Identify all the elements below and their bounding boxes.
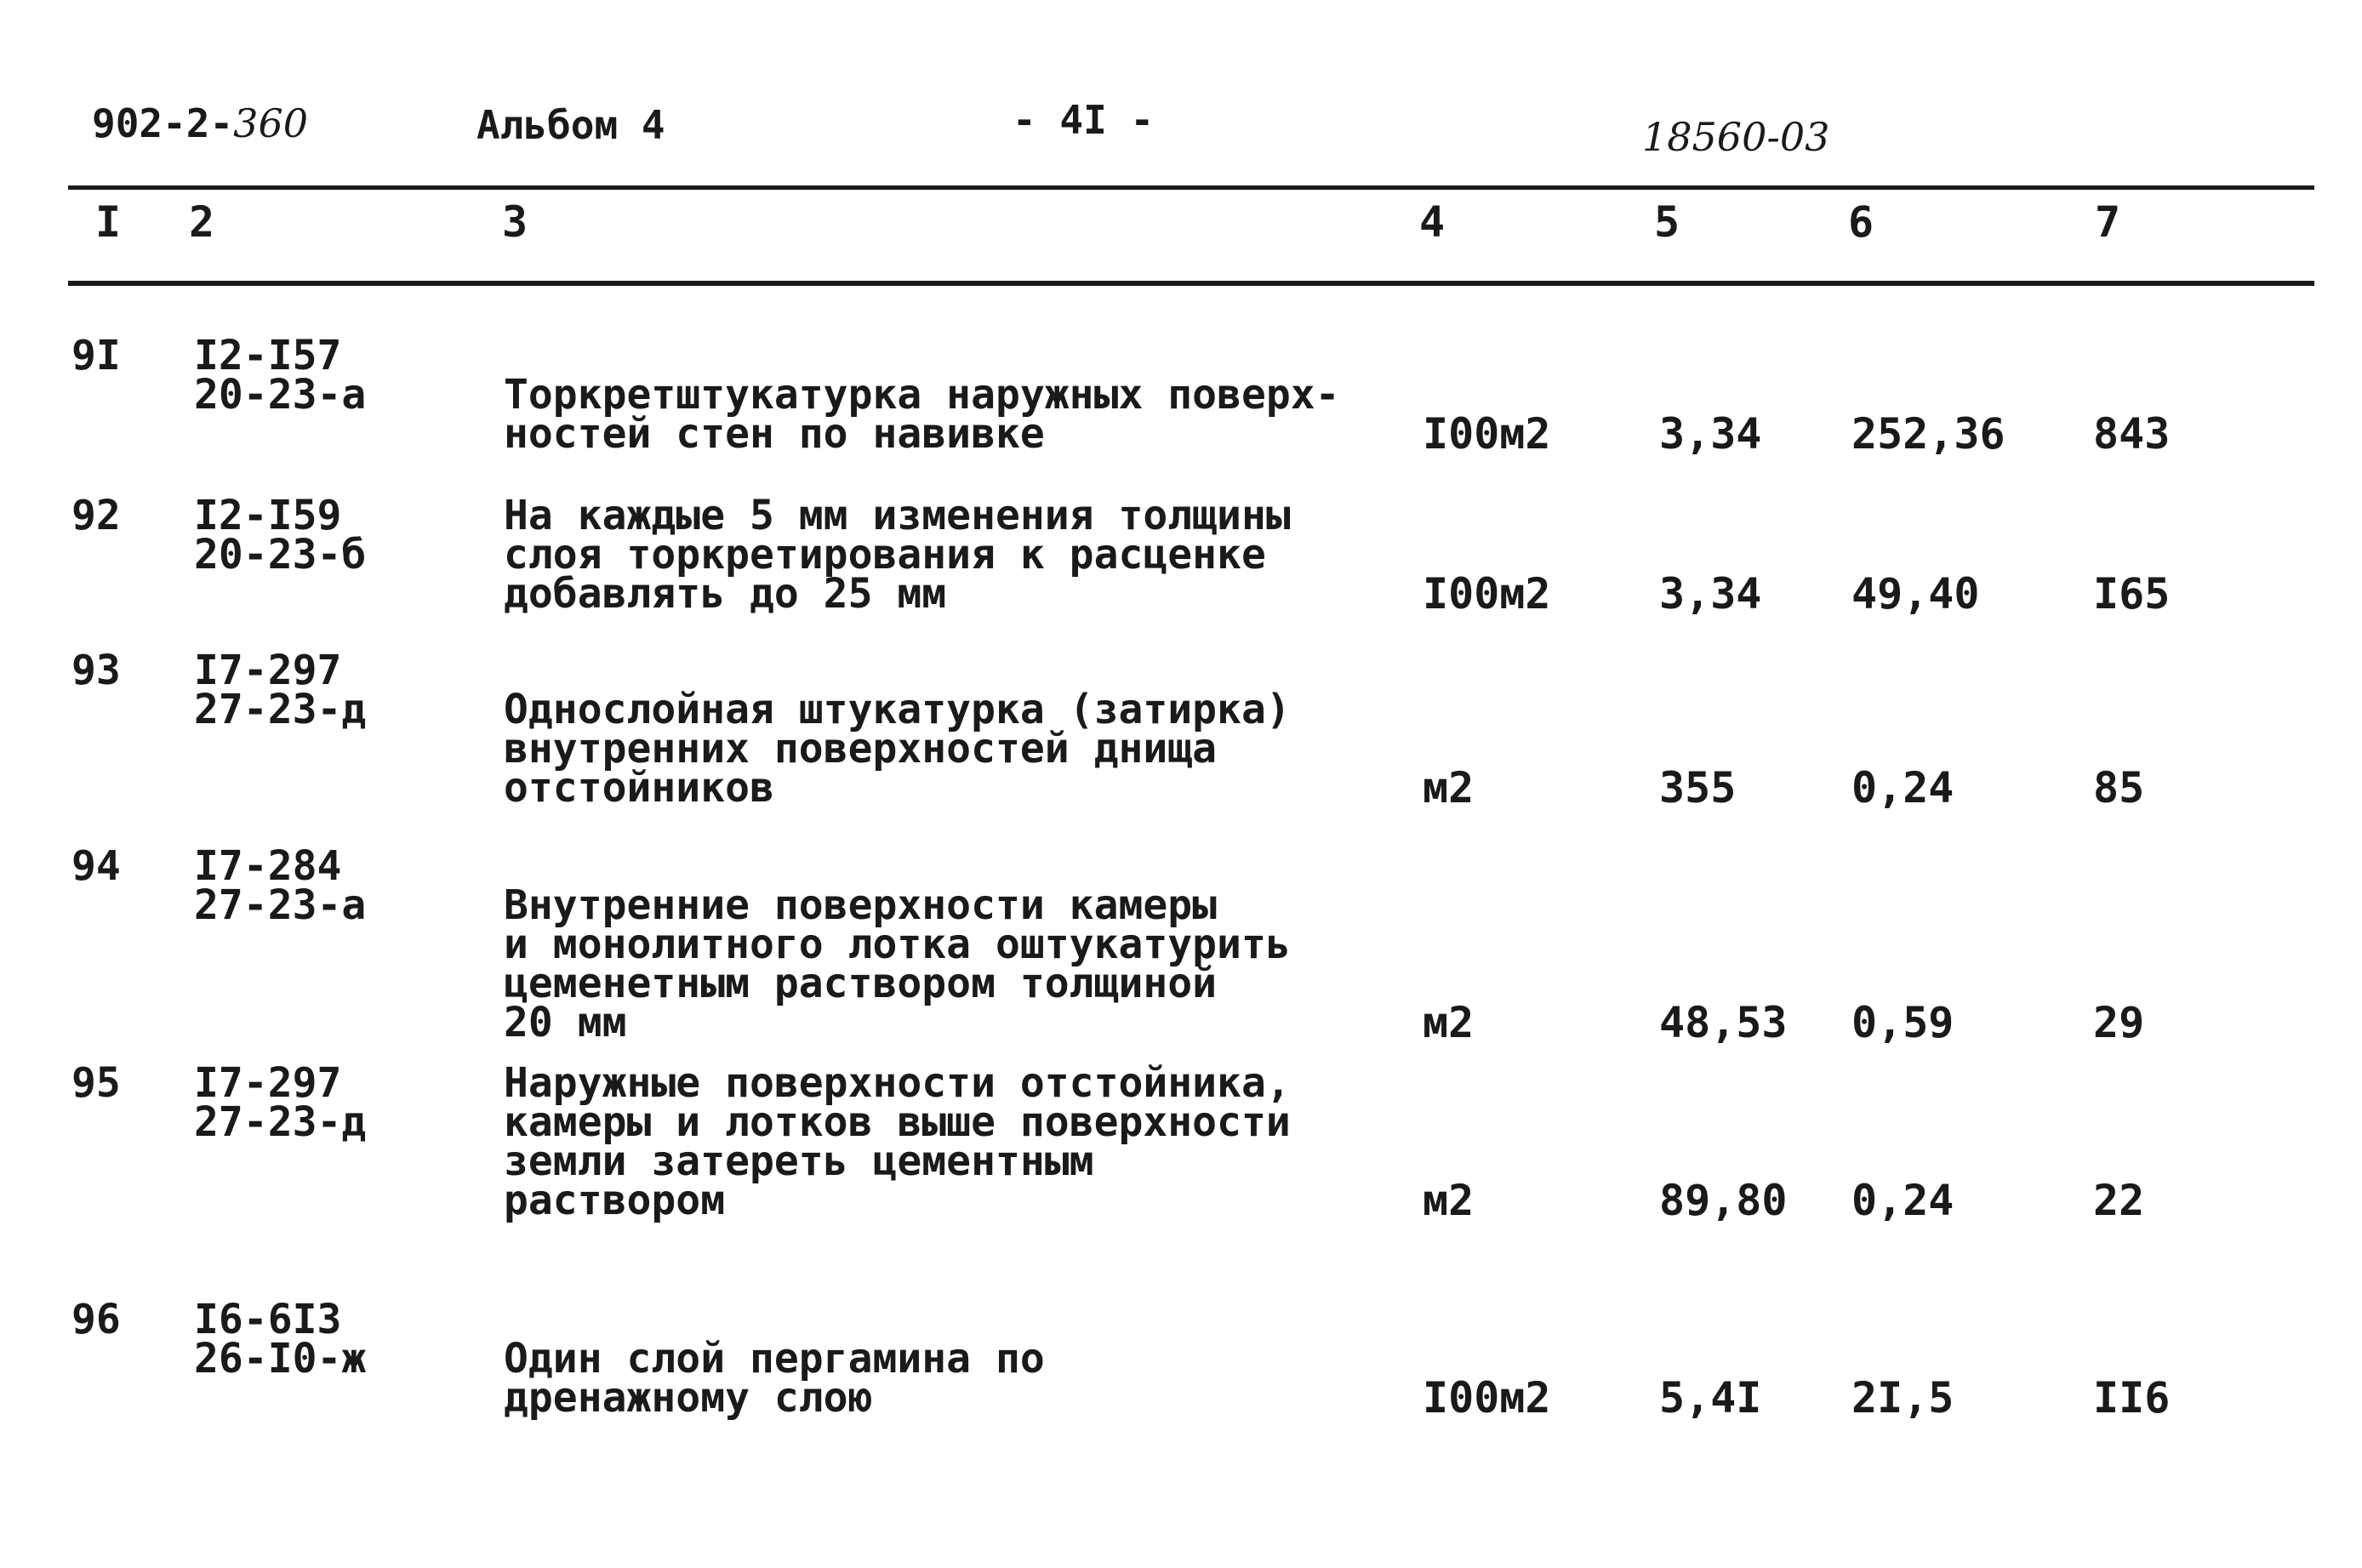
header-rule-top xyxy=(68,185,2314,190)
row-description: Внутренние поверхности камеры и монолитного лотка оштукатурить цеменетным раствором толщиной 20 мм xyxy=(504,881,1291,1046)
row-total: 22 xyxy=(2093,1176,2145,1225)
column-head-2: 2 xyxy=(189,197,215,247)
column-head-5: 5 xyxy=(1654,197,1680,247)
row-unit: м2 xyxy=(1423,763,1475,813)
row-price: 0,24 xyxy=(1851,1176,1954,1225)
row-quantity: 3,34 xyxy=(1659,569,1762,619)
row-number: 96 xyxy=(71,1296,121,1343)
stamp-number: 18560-03 xyxy=(1642,114,1830,160)
row-quantity: 89,80 xyxy=(1659,1176,1788,1225)
row-codes: I7-297 27-23-д xyxy=(194,647,367,733)
row-unit: I00м2 xyxy=(1423,409,1551,459)
row-price: 252,36 xyxy=(1851,409,2005,459)
row-total: I65 xyxy=(2093,569,2171,619)
row-total: 85 xyxy=(2093,763,2145,813)
row-codes: I6-6I3 26-I0-ж xyxy=(194,1296,367,1383)
row-codes: I7-284 27-23-а xyxy=(194,842,367,929)
column-head-3: 3 xyxy=(502,197,528,247)
row-number: 9I xyxy=(71,332,121,379)
doc-code-suffix: 360 xyxy=(233,100,308,146)
column-head-7: 7 xyxy=(2095,197,2121,247)
row-unit: I00м2 xyxy=(1423,569,1551,619)
row-unit: м2 xyxy=(1423,998,1475,1047)
doc-code-prefix: 902-2- xyxy=(92,100,234,146)
row-unit: I00м2 xyxy=(1423,1373,1551,1423)
row-quantity: 3,34 xyxy=(1659,409,1762,459)
column-head-1: I xyxy=(95,197,122,247)
row-codes: I2-I59 20-23-б xyxy=(194,492,367,579)
row-price: 49,40 xyxy=(1851,569,1980,619)
header-rule-bottom xyxy=(68,281,2314,286)
row-price: 0,24 xyxy=(1851,763,1954,813)
row-total: II6 xyxy=(2093,1373,2171,1423)
row-codes: I7-297 27-23-д xyxy=(194,1059,367,1146)
page-number: - 4I - xyxy=(1013,97,1155,143)
row-number: 92 xyxy=(71,492,121,539)
row-description: Торкретштукатурка наружных поверх- ностей стен по навивке xyxy=(504,371,1340,458)
row-quantity: 355 xyxy=(1659,763,1737,813)
row-number: 94 xyxy=(71,842,121,890)
row-description: Однослойная штукатурка (затирка) внутренних поверхностей днища отстойников xyxy=(504,686,1291,812)
row-price: 0,59 xyxy=(1851,998,1954,1047)
row-description: Наружные поверхности отстойника, камеры и лотков выше поверхности земли затереть цементным раствором xyxy=(504,1059,1291,1224)
row-total: 29 xyxy=(2093,998,2145,1047)
column-head-6: 6 xyxy=(1848,197,1874,247)
album-label: Альбом 4 xyxy=(476,102,665,148)
row-quantity: 48,53 xyxy=(1659,998,1788,1047)
row-description: Один слой пергамина по дренажному слою xyxy=(504,1335,1045,1422)
row-number: 93 xyxy=(71,647,121,694)
row-total: 843 xyxy=(2093,409,2171,459)
row-price: 2I,5 xyxy=(1851,1373,1954,1423)
row-quantity: 5,4I xyxy=(1659,1373,1762,1423)
doc-code xyxy=(92,100,308,146)
row-codes: I2-I57 20-23-а xyxy=(194,332,367,419)
column-head-4: 4 xyxy=(1419,197,1446,247)
row-unit: м2 xyxy=(1423,1176,1475,1225)
row-number: 95 xyxy=(71,1059,121,1107)
row-description: На каждые 5 мм изменения толщины слоя торкретирования к расценке добавлять до 25 мм xyxy=(504,492,1291,618)
